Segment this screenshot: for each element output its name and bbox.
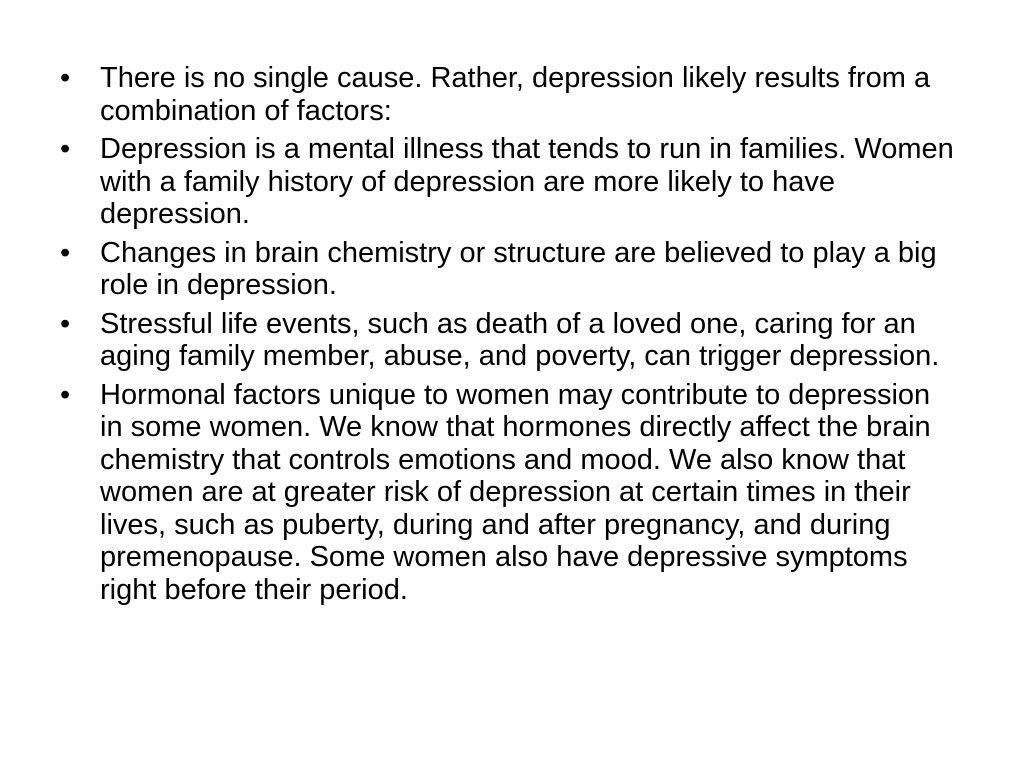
bullet-point-icon: •	[60, 236, 71, 269]
bullet-item-single-cause	[58, 62, 958, 127]
bullet-point-icon: •	[60, 62, 71, 94]
bullet-item-family-history	[58, 133, 958, 231]
bullet-list	[58, 62, 958, 612]
bullet-text: Stressful life events, such as death of a loved one, caring for an aging family member, abuse, and poverty, can trigger depression.	[100, 307, 940, 372]
bullet-item-brain-chemistry	[58, 237, 958, 302]
bullet-text: Changes in brain chemistry or structure are believed to play a big role in depression.	[100, 236, 937, 301]
bullet-text: There is no single cause. Rather, depression likely results from a combination of factors:	[100, 62, 931, 127]
bullet-text: Hormonal factors unique to women may contribute to depression in some women. We know that hormones directly affect the brain chemistry that controls emotions and mood. We also know that women are at greater risk of depression at certain times in their lives, such as puberty, during and after pregnancy, and during premenopause. Some women also have depressive symptoms right before their period.	[100, 378, 931, 606]
bullet-text: Depression is a mental illness that tends to run in families. Women with a family history of depression are more likely to have depression.	[100, 133, 954, 230]
bullet-item-stressful-events	[58, 308, 958, 373]
bullet-point-icon: •	[60, 133, 71, 165]
bullet-item-hormonal-factors	[58, 379, 958, 607]
bullet-point-icon: •	[60, 378, 71, 411]
bullet-point-icon: •	[60, 307, 71, 340]
